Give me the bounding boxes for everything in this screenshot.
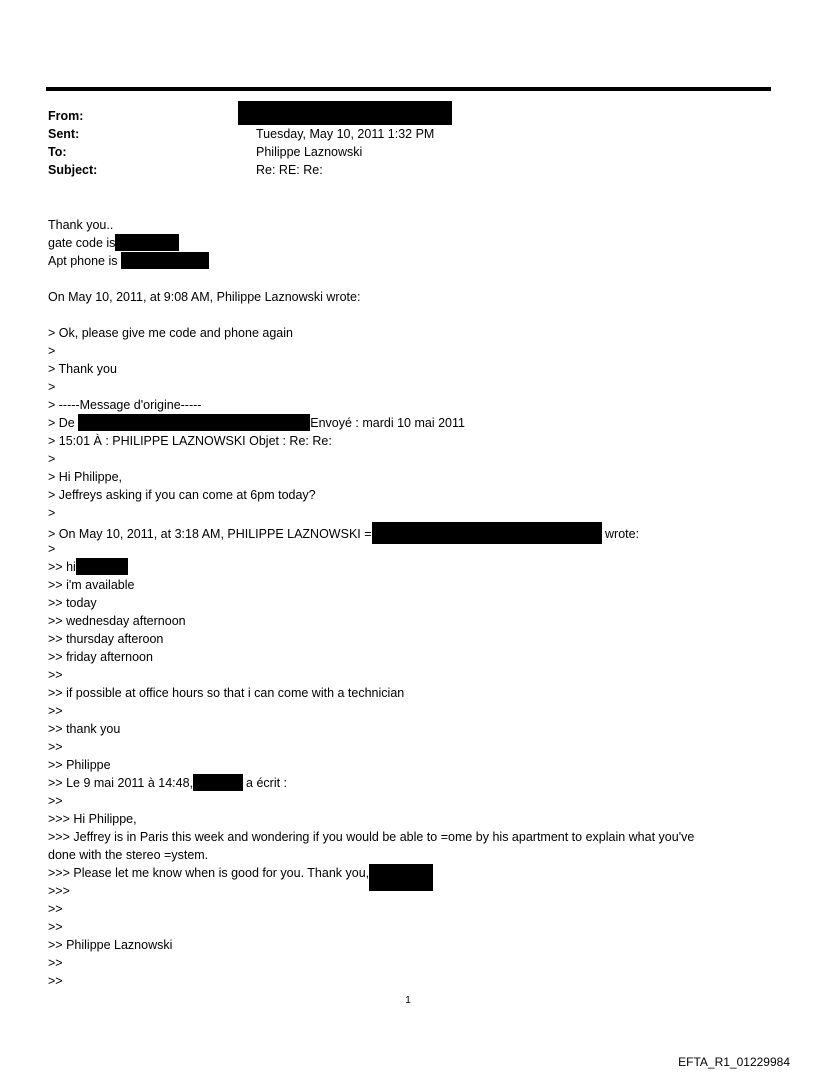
body-line: >> i'm available xyxy=(48,578,135,592)
redaction-signature xyxy=(369,864,433,891)
quoted-from-label: > De xyxy=(48,416,75,430)
gate-code-label: gate code is xyxy=(48,236,116,250)
email-body xyxy=(48,216,768,990)
body-line: > Ok, please give me code and phone again xyxy=(48,326,293,340)
redaction-gate-code xyxy=(115,234,179,251)
body-line xyxy=(48,522,768,540)
body-line: > Thank you xyxy=(48,362,117,376)
body-line: >> xyxy=(48,740,63,754)
document-id: EFTA_R1_01229984 xyxy=(678,1055,790,1069)
body-line xyxy=(48,774,768,792)
header-rule xyxy=(46,87,771,91)
body-line xyxy=(48,558,768,576)
body-line: >> friday afternoon xyxy=(48,650,153,664)
redaction-name xyxy=(76,558,128,575)
body-line: >>> Jeffrey is in Paris this week and wondering if you would be able to =ome by his apartment to explain what you've xyxy=(48,830,695,844)
body-line: > Jeffreys asking if you can come at 6pm today? xyxy=(48,488,316,502)
body-line xyxy=(48,252,768,270)
body-line: On May 10, 2011, at 9:08 AM, Philippe Laznowski wrote: xyxy=(48,290,361,304)
body-line: > -----Message d'origine----- xyxy=(48,398,202,412)
redaction-apt-phone xyxy=(121,252,209,269)
quoted-header-text: > On May 10, 2011, at 3:18 AM, PHILIPPE LAZNOWSKI = xyxy=(48,527,372,541)
apt-phone-label: Apt phone is xyxy=(48,254,118,268)
body-line: >> xyxy=(48,974,63,988)
subject-label: Subject: xyxy=(48,163,98,177)
body-line xyxy=(48,864,768,882)
body-line xyxy=(48,234,768,252)
body-line: >> xyxy=(48,704,63,718)
body-line: >> Philippe xyxy=(48,758,111,772)
greeting-text: >> hi xyxy=(48,560,76,574)
body-line: > Hi Philippe, xyxy=(48,470,122,484)
to-value: Philippe Laznowski xyxy=(256,145,363,159)
body-line xyxy=(48,306,768,324)
body-line: > 15:01 À : PHILIPPE LAZNOWSKI Objet : Re: Re: xyxy=(48,434,332,448)
ecrit-text: a écrit : xyxy=(246,776,288,790)
body-line: >>> Hi Philippe, xyxy=(48,812,137,826)
body-line: >> wednesday afternoon xyxy=(48,614,186,628)
quoted-sent-text: Envoyé : mardi 10 mai 2011 xyxy=(310,416,465,430)
redaction-from xyxy=(238,101,452,125)
body-line: > xyxy=(48,542,56,556)
redaction-name xyxy=(193,774,243,791)
redaction-sender xyxy=(78,414,310,431)
wrote-text: wrote: xyxy=(605,527,640,541)
body-line: done with the stereo =ystem. xyxy=(48,848,209,862)
body-line: >> xyxy=(48,902,63,916)
body-line xyxy=(48,414,768,432)
body-line: >> xyxy=(48,794,63,808)
redaction-email xyxy=(372,522,602,544)
sent-label: Sent: xyxy=(48,127,80,141)
body-line: >> if possible at office hours so that i can come with a technician xyxy=(48,686,405,700)
sent-value: Tuesday, May 10, 2011 1:32 PM xyxy=(256,127,435,141)
body-line: >> xyxy=(48,956,63,970)
body-line: >> thursday afteroon xyxy=(48,632,164,646)
subject-value: Re: RE: Re: xyxy=(256,163,323,177)
body-line: > xyxy=(48,506,56,520)
body-line: >> xyxy=(48,920,63,934)
body-line xyxy=(48,270,768,288)
body-line: >> thank you xyxy=(48,722,121,736)
body-line: Thank you.. xyxy=(48,218,114,232)
to-label: To: xyxy=(48,145,67,159)
body-line: >> xyxy=(48,668,63,682)
body-line: > xyxy=(48,344,56,358)
body-line: >>> xyxy=(48,884,70,898)
from-label: From: xyxy=(48,109,84,123)
body-line: > xyxy=(48,380,56,394)
body-line: >> today xyxy=(48,596,97,610)
closing-text: >>> Please let me know when is good for you. Thank you, xyxy=(48,866,370,880)
body-line: >> Philippe Laznowski xyxy=(48,938,173,952)
quoted-date-text: >> Le 9 mai 2011 à 14:48, xyxy=(48,776,194,790)
page-number: 1 xyxy=(405,995,411,1006)
body-line: > xyxy=(48,452,56,466)
